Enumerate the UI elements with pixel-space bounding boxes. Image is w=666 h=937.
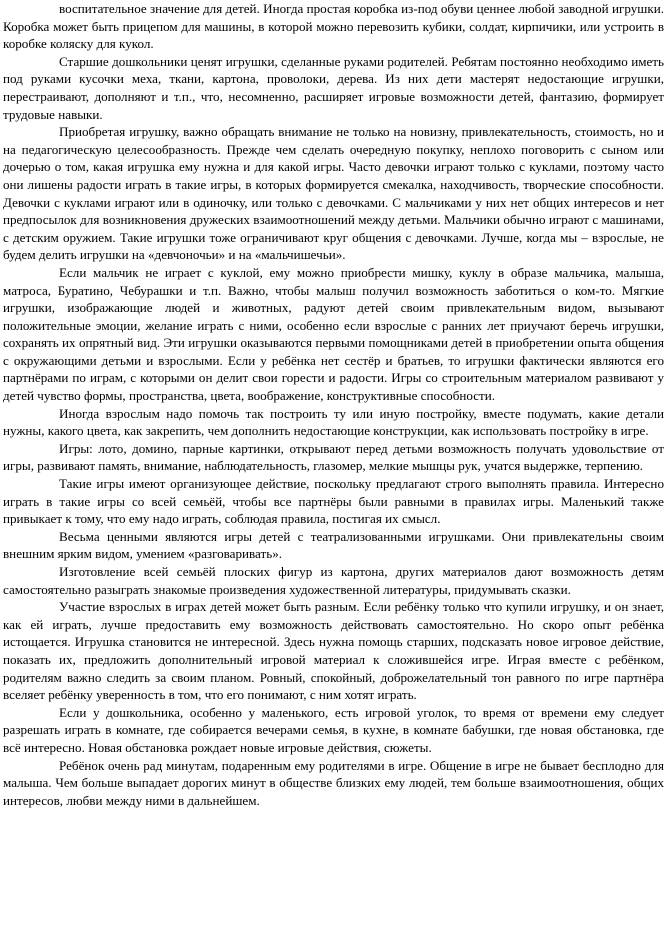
paragraph-1: воспитательное значение для детей. Иногда простая коробка из-под обуви ценнее любой заводной игрушки. Коробка может быть прицепом для машины, в которой можно перевозить кубики, солдат, кирпичики, или устроить в коробке коляску для кукол. xyxy=(3,1,664,52)
paragraph-6: Игры: лото, домино, парные картинки, открывают перед детьми возможность получать удовольствие от игры, развивают память, внимание, наблюдательность, глазомер, мелкие мышцы рук, учатся выдержке, терпению. xyxy=(3,440,664,474)
paragraph-4: Если мальчик не играет с куклой, ему можно приобрести мишку, куклу в образе мальчика, малыша, матроса, Буратино, Чебурашки и т.п. Важно, чтобы малыш получил возможность заботиться о ком-то. Мягкие игрушки, изображающие людей и животных, радуют детей своим привлекательным видом, вызывают положительные эмоции, желание играть с ними, особенно если взрослые с ранних лет приучают беречь игрушки, сохранять их опрятный вид. Эти игрушки оказываются первыми помощниками детей в приобретении опыта общения с окружающими детьми и взрослыми. Если у ребёнка нет сестёр и братьев, то игрушки фактически являются его партнёрами по играм, с которыми он делит свои горести и радости. Игры со строительным материалом развивают у детей чувство формы, пространства, цвета, воображение, конструктивные способности. xyxy=(3,264,664,404)
paragraph-5: Иногда взрослым надо помочь так построить ту или иную постройку, вместе подумать, какие детали нужны, какого цвета, как закрепить, чем дополнить недостающие конструкции, как использовать постройку в игре. xyxy=(3,405,664,439)
paragraph-3: Приобретая игрушку, важно обращать внимание не только на новизну, привлекательность, стоимость, но и на педагогическую целесообразность. Прежде чем сделать очередную покупку, неплохо поговорить с сыном или дочерью о том, какая игрушка ему нужна и для какой игры. Часто девочки играют только с куклами, поэтому часто они лишены радости играть в такие игры, в которых формируется смекалка, находчивость, творческие способности. Девочки с куклами играют или в одиночку, или только с девочками. С мальчиками у них нет общих интересов и нет предпосылок для возникновения дружеских взаимоотношений между детьми. Мальчики обычно играют с машинами, с детским оружием. Такие игрушки тоже ограничивают круг общения с девочками. Лучше, когда мы – взрослые, не будем делить игрушки на «девчоночьи» и на «мальчишечьи». xyxy=(3,124,664,263)
paragraph-8: Весьма ценными являются игры детей с театрализованными игрушками. Они привлекательны своим внешним ярким видом, умением «разговаривать». xyxy=(3,528,664,562)
paragraph-11: Если у дошкольника, особенно у маленького, есть игровой уголок, то время от времени ему следует разрешать играть в комнате, где собирается вечерами семья, в кухне, в комнате бабушки, где новая обстановка, где всё интересно. Новая обстановка рождает новые игровые действия, сюжеты. xyxy=(3,704,664,755)
paragraph-7: Такие игры имеют организующее действие, поскольку предлагают строго выполнять правила. Интересно играть в такие игры со всей семьёй, чтобы все партнёры были равными в правилах игры. Маленький также привыкает к тому, что ему надо играть, соблюдая правила, постигая их смысл. xyxy=(3,476,664,527)
paragraph-2: Старшие дошкольники ценят игрушки, сделанные руками родителей. Ребятам постоянно необходимо иметь под руками кусочки меха, ткани, картона, проволоки, дерева. Из них дети мастерят недостающие игрушки, перестраивают, дополняют и т.п., что, несомненно, расширяет игровые возможности детей, фантазию, формирует трудовые навыки. xyxy=(3,53,664,122)
paragraph-9: Изготовление всей семьёй плоских фигур из картона, других материалов дают возможность детям самостоятельно разыграть знакомые произведения художественной литературы, придумывать сказки. xyxy=(3,564,664,597)
paragraph-12: Ребёнок очень рад минутам, подаренным ему родителями в игре. Общение в игре не бывает бесплодно для малыша. Чем больше выпадает дорогих минут в обществе близких ему людей, тем больше взаимоотношения, общих интересов, любви между ними в дальнейшем. xyxy=(3,757,664,808)
paragraph-10: Участие взрослых в играх детей может быть разным. Если ребёнку только что купили игрушку, и он знает, как ей играть, лучше предоставить ему возможность действовать самостоятельно. Но скоро опыт ребёнка истощается. Игрушка становится не интересной. Здесь нужна помощь старших, подсказать новое игровое действие, показать их, предложить дополнительный игровой материал к сложившейся игре. Играя вместе с ребёнком, родителям важно следить за своим планом. Ровный, спокойный, доброжелательный тон равного по игре партнёра вселяет ребёнку уверенность в том, что его понимают, с ним хотят играть. xyxy=(3,599,664,703)
